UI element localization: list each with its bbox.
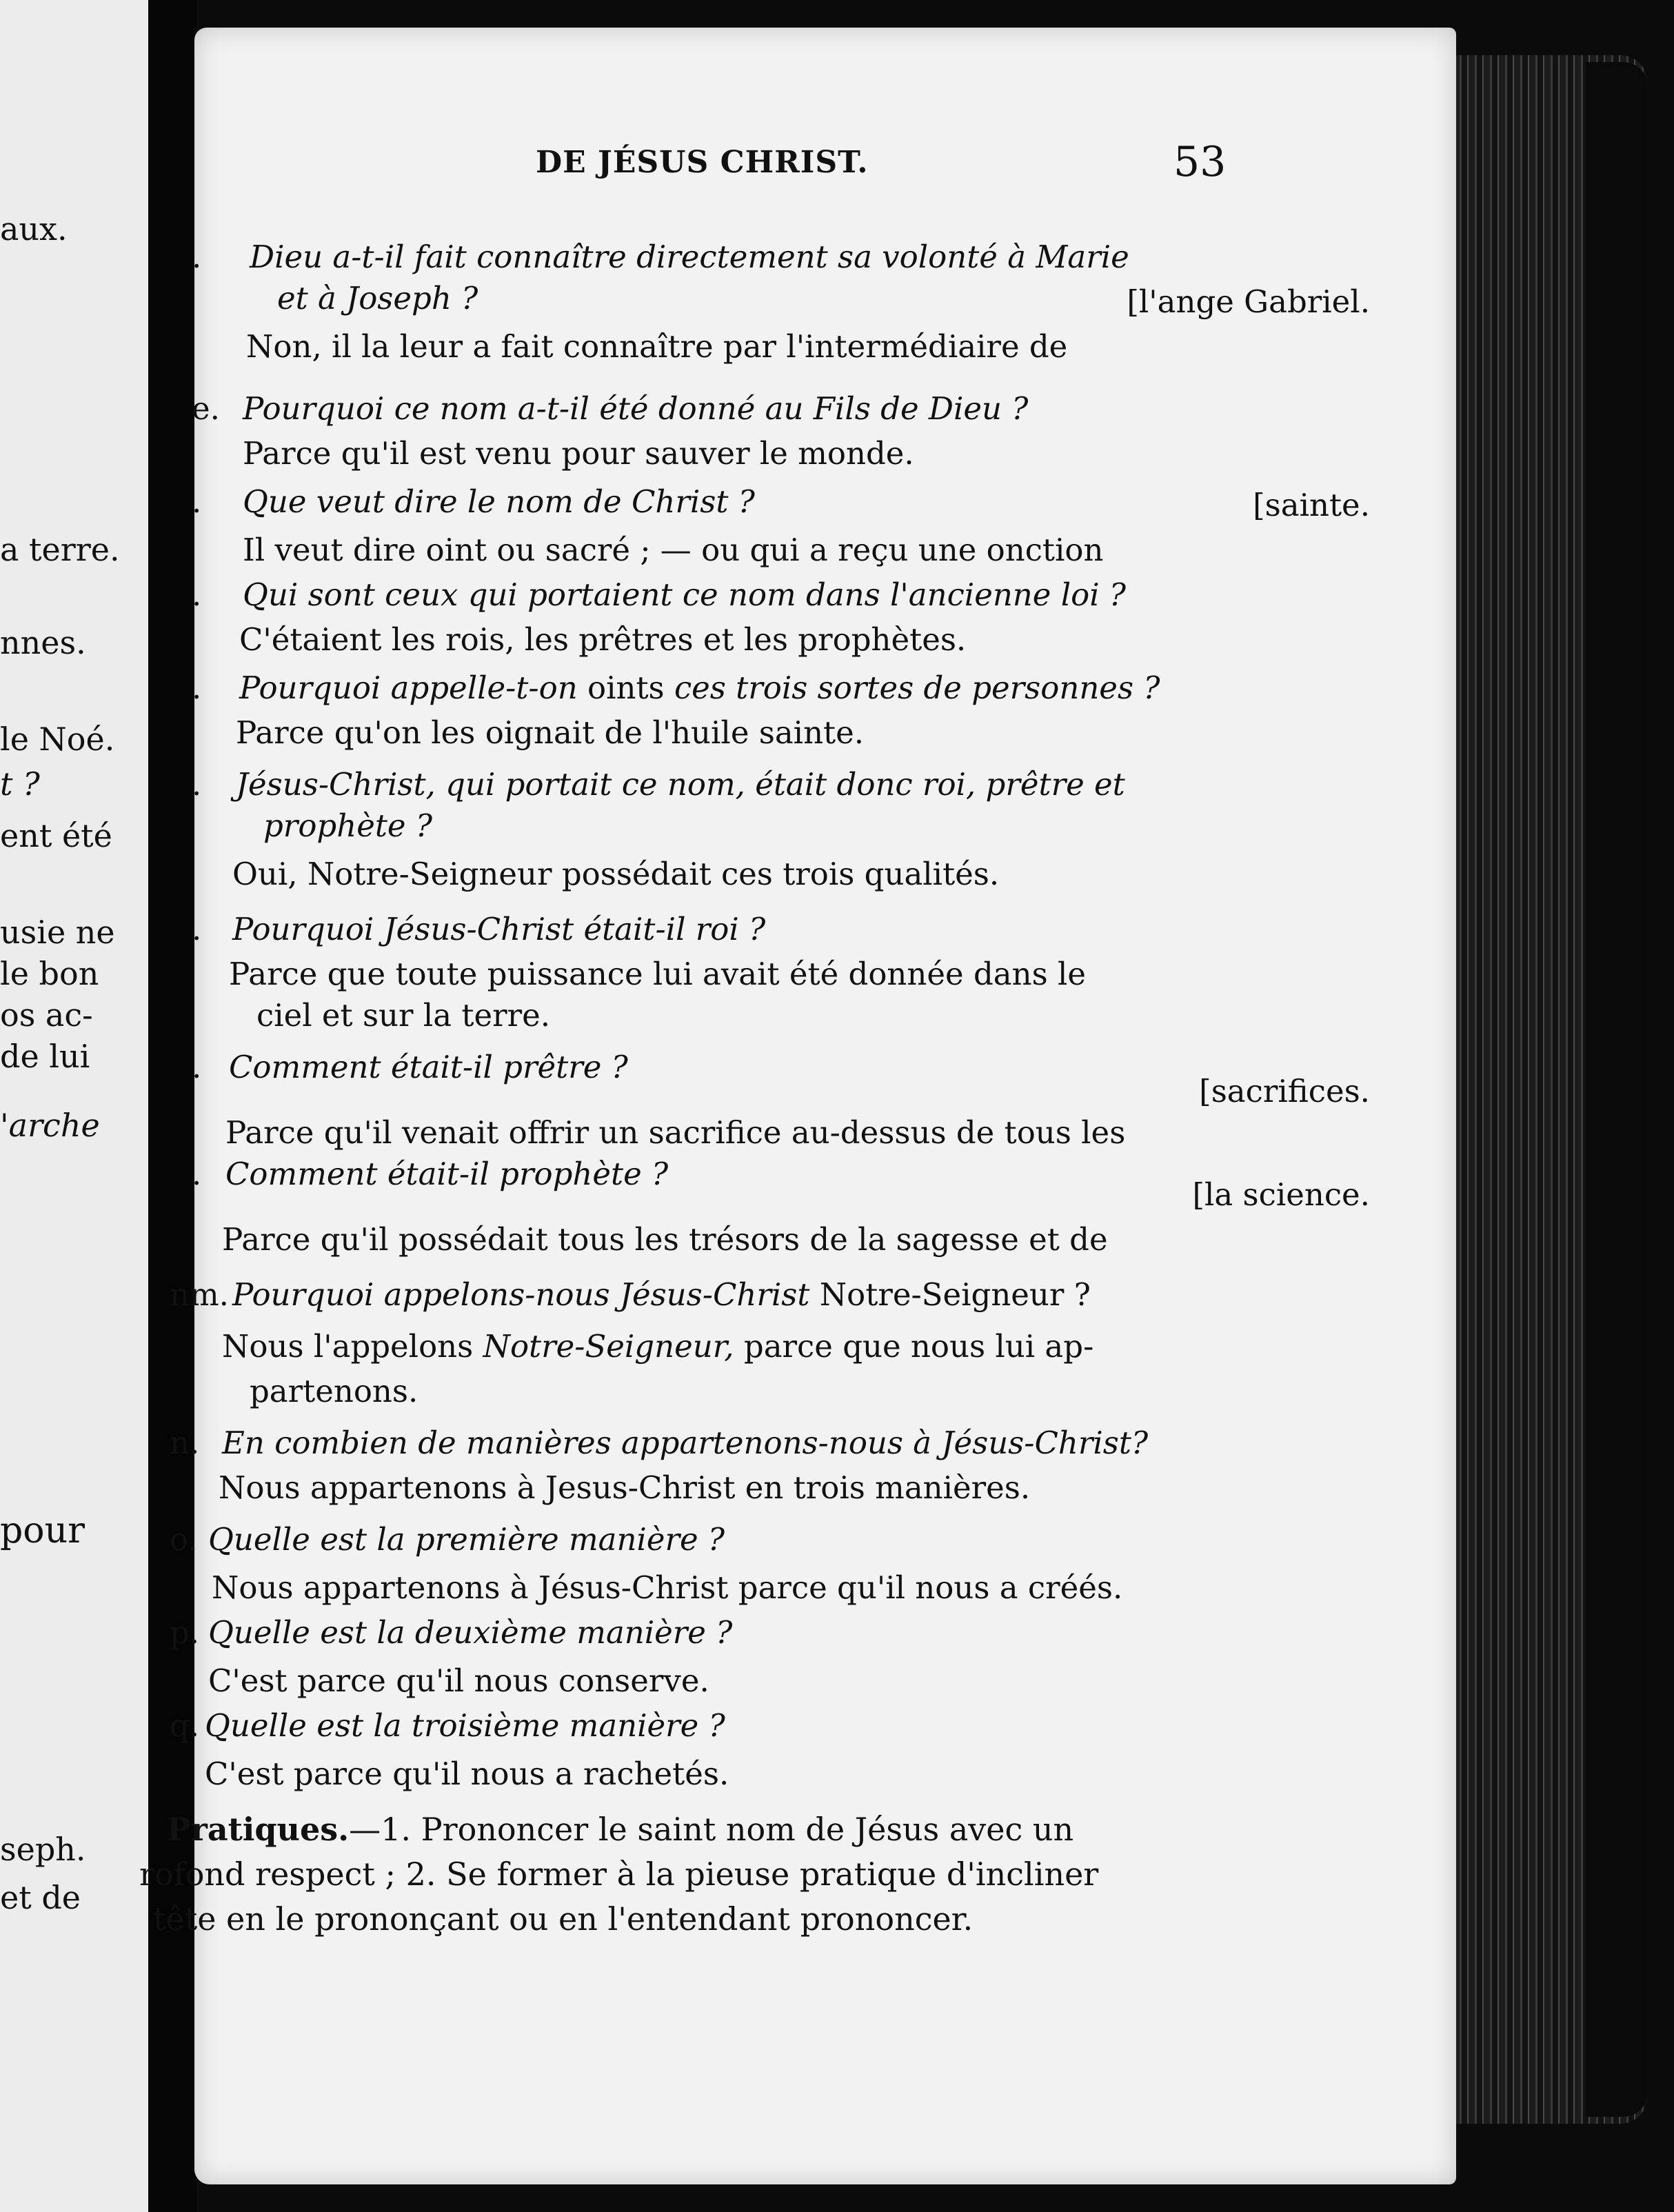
qa-label: o. xyxy=(170,1521,198,1558)
qa-label: e. xyxy=(192,390,220,427)
qa-label: . xyxy=(192,670,202,706)
answer-line: Parce qu'il venait offrir un sacrifice au-dessus de tous les xyxy=(225,1114,1126,1151)
left-fragment: nnes. xyxy=(0,624,86,661)
answer-line xyxy=(222,1328,1094,1365)
left-fragment: a terre. xyxy=(0,531,120,568)
question xyxy=(239,670,1160,706)
question-part: oints xyxy=(587,670,665,706)
answer-line: ciel et sur la terre. xyxy=(256,997,551,1034)
question: Comment était-il prophète ? xyxy=(225,1156,669,1192)
question-continued: et à Joseph ? xyxy=(277,280,478,316)
left-fragment: ent été xyxy=(0,817,112,854)
qa-label: q. xyxy=(170,1707,200,1744)
qa-label: . xyxy=(192,1156,202,1192)
qa-label: n. xyxy=(170,1425,200,1461)
answer-line: Nous appartenons à Jesus-Christ en trois manières. xyxy=(219,1469,1031,1506)
left-fragment: de lui xyxy=(0,1038,90,1075)
left-fragment: seph. xyxy=(0,1831,86,1868)
answer-line: Parce qu'il possédait tous les trésors de la sagesse et de xyxy=(222,1221,1108,1258)
bracket-continuation: [l'ange Gabriel. xyxy=(1127,283,1370,320)
question: Quelle est la deuxième manière ? xyxy=(208,1614,733,1651)
qa-label: . xyxy=(192,483,202,520)
qa-label: . xyxy=(192,576,202,613)
question: Pourquoi ce nom a-t-il été donné au Fils de Dieu ? xyxy=(243,390,1029,427)
question-continued: prophète ? xyxy=(263,807,432,844)
practices-line xyxy=(167,1811,1074,1848)
page-edge-shadow xyxy=(1586,62,1648,2117)
practices-line: rofond respect ; 2. Se former à la pieuse pratique d'incliner xyxy=(139,1856,1099,1893)
left-fragment: le Noé. xyxy=(0,721,115,758)
bracket-continuation: [la science. xyxy=(1192,1176,1370,1213)
qa-label: p. xyxy=(170,1614,200,1651)
question: Quelle est la troisième manière ? xyxy=(205,1707,725,1744)
page-content xyxy=(139,28,1456,2184)
left-fragment: aux. xyxy=(0,210,68,248)
practices-title: Pratiques. xyxy=(167,1811,350,1848)
answer-part: parce que nous lui ap- xyxy=(743,1328,1094,1365)
left-fragment: et de xyxy=(0,1879,81,1916)
answer-line: C'étaient les rois, les prêtres et les prophètes. xyxy=(239,621,967,658)
question: Comment était-il prêtre ? xyxy=(229,1049,628,1085)
question: Qui sont ceux qui portaient ce nom dans l'ancienne loi ? xyxy=(243,576,1127,613)
book-page xyxy=(139,28,1456,2184)
answer-part: Notre-Seigneur, xyxy=(483,1328,734,1365)
qa-label: . xyxy=(192,1049,202,1085)
answer-line: C'est parce qu'il nous a rachetés. xyxy=(205,1756,729,1792)
answer-part: Nous l'appelons xyxy=(222,1328,474,1365)
left-fragment: 'arche xyxy=(0,1107,100,1144)
answer-line: Il veut dire oint ou sacré ; — ou qui a reçu une onction xyxy=(243,532,1104,568)
answer-line: Nous appartenons à Jésus-Christ parce qu'il nous a créés. xyxy=(212,1569,1123,1606)
left-page-fragment xyxy=(0,0,148,2212)
page-number: 53 xyxy=(1173,138,1227,186)
practices-text: —1. Prononcer le saint nom de Jésus avec un xyxy=(349,1811,1074,1848)
question: Que veut dire le nom de Christ ? xyxy=(243,483,755,520)
left-fragment: pour xyxy=(0,1510,85,1551)
question: Quelle est la première manière ? xyxy=(208,1521,725,1558)
answer-line: Non, il la leur a fait connaître par l'intermédiaire de xyxy=(246,328,1068,365)
left-fragment: usie ne xyxy=(0,914,115,951)
answer-line: Parce qu'on les oignait de l'huile sainte. xyxy=(236,714,865,751)
question-part: Pourquoi appelle-t-on xyxy=(239,670,578,706)
qa-label: . xyxy=(192,766,202,803)
question: En combien de manières appartenons-nous à Jésus-Christ? xyxy=(222,1425,1149,1461)
question: Pourquoi Jésus-Christ était-il roi ? xyxy=(232,911,766,947)
question xyxy=(232,1276,1091,1313)
answer-line: Oui, Notre-Seigneur possédait ces trois qualités. xyxy=(232,856,1000,892)
qa-label: . xyxy=(192,239,202,275)
question-part: Notre-Seigneur ? xyxy=(819,1276,1091,1313)
bracket-continuation: [sainte. xyxy=(1253,487,1370,523)
left-fragment: t ? xyxy=(0,765,40,803)
answer-line: partenons. xyxy=(250,1373,418,1409)
qa-label: . xyxy=(192,911,202,947)
bracket-continuation: [sacrifices. xyxy=(1199,1073,1370,1109)
left-fragment: le bon xyxy=(0,955,99,992)
question-part: ces trois sortes de personnes ? xyxy=(674,670,1160,706)
answer-line: Parce que toute puissance lui avait été donnée dans le xyxy=(229,956,1086,992)
left-fragment: os ac- xyxy=(0,996,93,1034)
question-part: Pourquoi appelons-nous Jésus-Christ xyxy=(232,1276,810,1313)
running-title: DE JÉSUS CHRIST. xyxy=(536,145,869,180)
qa-label: nm. xyxy=(170,1276,229,1313)
answer-line: C'est parce qu'il nous conserve. xyxy=(208,1662,709,1699)
answer-line: Parce qu'il est venu pour sauver le monde. xyxy=(243,435,914,472)
question: Dieu a-t-il fait connaître directement sa volonté à Marie xyxy=(250,239,1129,275)
question: Jésus-Christ, qui portait ce nom, était donc roi, prêtre et xyxy=(236,766,1125,803)
practices-line: tête en le prononçant ou en l'entendant prononcer. xyxy=(153,1900,974,1938)
